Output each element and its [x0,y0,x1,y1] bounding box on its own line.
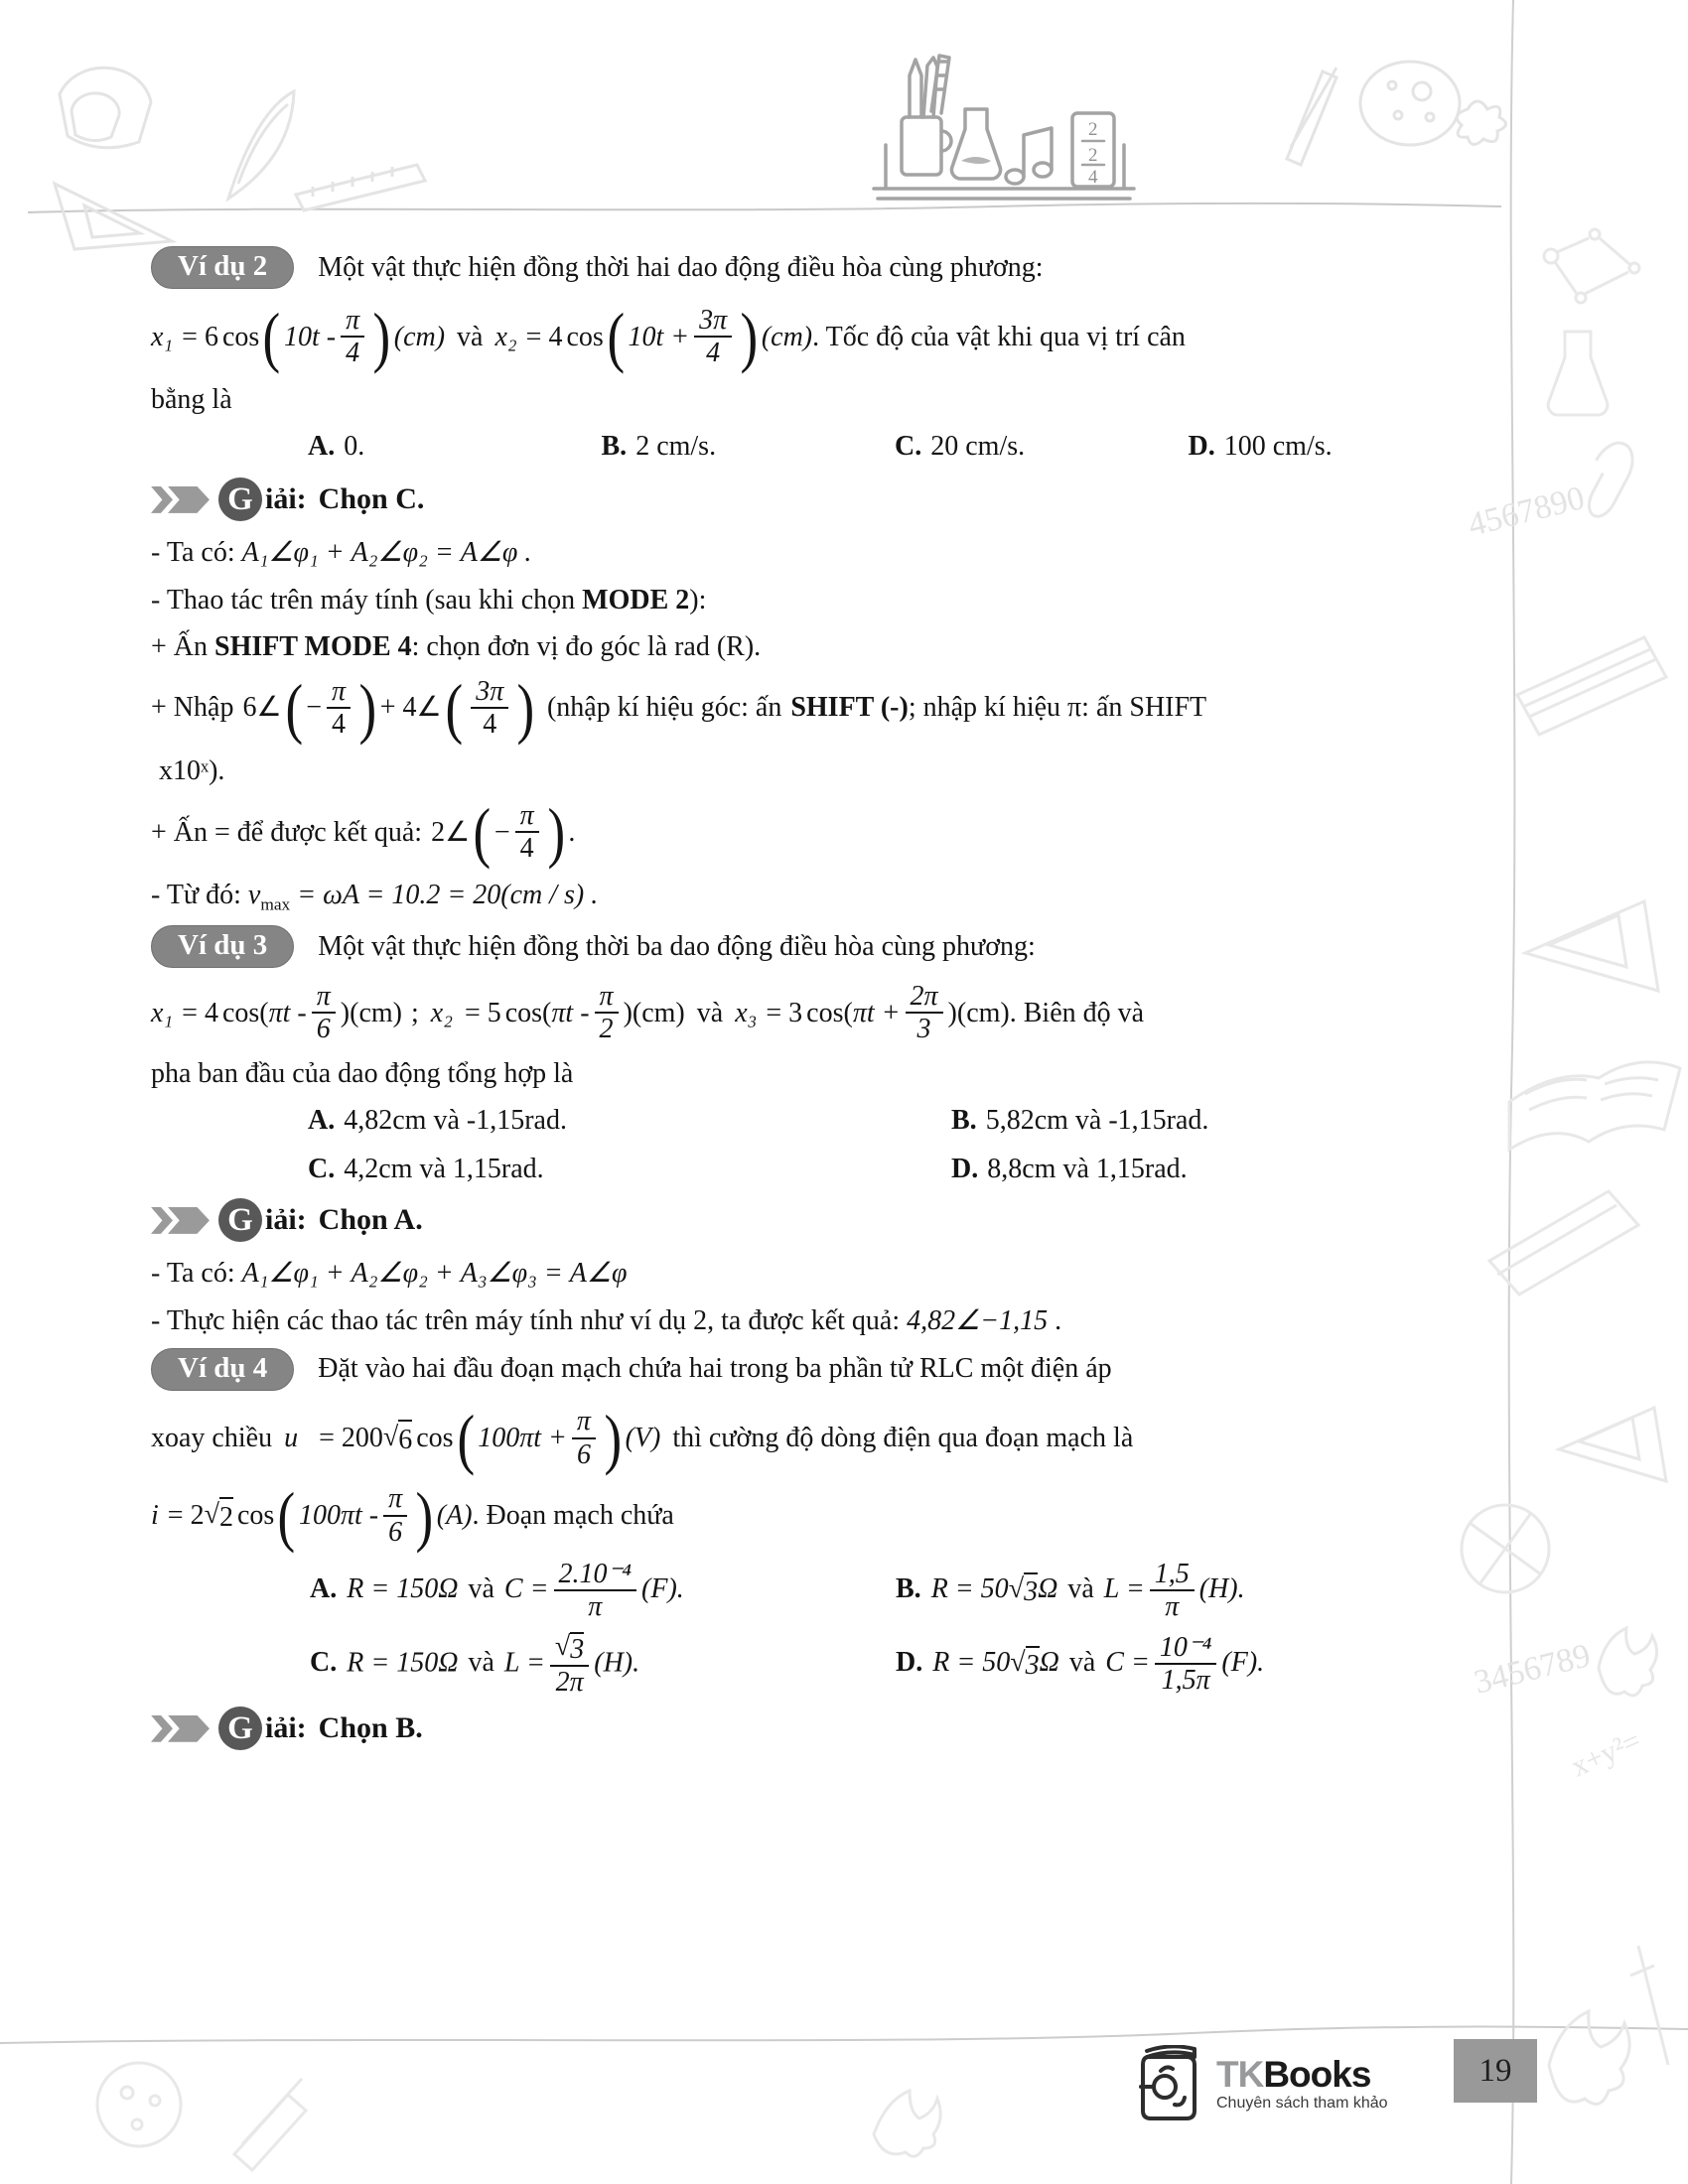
fraction: π 2 [595,982,619,1044]
solution-label: iải: [265,1711,307,1745]
radical: √ 6 [382,1421,413,1455]
ex2-step-2: - Thao tác trên máy tính (sau khi chọn MODE 2): [151,584,707,615]
leaf-footer-icon [874,2091,940,2156]
math-arg: 10t - [283,321,337,352]
solution-arrow-icon [151,1207,173,1234]
close-paren: ) [516,669,535,746]
open-paren: ( [262,299,281,374]
book-closed-icon [1517,637,1666,735]
ex2-step-4: + Nhập 6∠ ( − $\frac{\pi}{4}$ ) + 4∠ ( 3π 4 ) (nhập kí hiệu góc: ấn SHIFT (-) ; nhập kí hiệu π: ấn SHIFT [151,669,1207,746]
open-paren: ( [607,299,625,374]
book-2-icon [1489,1191,1638,1295]
question-text-cont: bằng là [151,384,232,415]
answer-option-a: A. 0. [308,431,365,463]
solution-label: iải: [265,482,307,516]
ex2-step-4-cont: x10ˣ). [159,754,225,786]
brand-books: Books [1263,2053,1371,2095]
leaf-icon [228,91,294,199]
card-number-3: 4 [1088,167,1098,188]
pencil-icon [910,60,921,117]
header-right-doodles [1287,62,1506,165]
example-4 [151,1348,1481,1751]
ruler-icon [296,165,425,210]
example-3-equation-line: x₁ = 4 cos( πt - π 6 )(cm) ; x₂ = 5 cos( πt - π 2 )(cm) và x₃ = 3 cos( πt + $\frac{2\pi}{3}$ )(cm) . Biên độ và [151,981,1145,1045]
example-2-answers [151,427,1481,466]
g-badge-icon: G [218,478,262,521]
solution-arrow-icon [168,1207,210,1234]
answer-option-a: A. 4,82cm và -1,15rad. [308,1104,567,1136]
phasor-equation: A₁∠φ₁ + A₂∠φ₂ = A∠φ . [241,537,532,569]
example-2-equation-line [151,299,1481,374]
math-unit: (cm) [393,321,446,352]
example-3-intro: Một vật thực hiện đồng thời ba dao động điều hòa cùng phương: [318,930,1036,962]
example-2-header [151,246,1481,289]
close-paren: ) [547,794,565,871]
right-margin-doodles [1462,229,1680,2104]
leaf-bottom-icon [1549,2011,1629,2104]
stationery-shelf-doodle [874,56,1134,199]
example-2-badge: Ví dụ 2 [151,246,294,289]
footer-left-doodles [97,2063,940,2170]
set-square-3-icon [1559,1408,1666,1481]
fraction: $\frac{\pi}{4}$ [515,801,539,864]
close-paren: ) [415,1477,434,1554]
header-left-doodles [55,68,425,249]
question-text: . Tốc độ của vật khi qua vị trí cân [812,321,1186,352]
example-4-header [151,1348,1481,1391]
shelf-icon [874,145,1134,199]
example-4-answers-row-1 [151,1560,1481,1622]
solution-arrow-icon [151,1715,173,1742]
math-unit: (cm) [761,321,813,352]
g-badge-icon: G [218,1198,262,1242]
example-4-solution-header [151,1706,1481,1750]
set-square-icon [55,184,172,249]
open-paren: ( [473,794,492,871]
example-4-answers-row-2 [151,1632,1481,1698]
answer-option-c: C. 4,2cm và 1,15rad. [308,1154,544,1185]
answer-option-b: B. 2 cm/s. [601,431,717,463]
solution-arrow-icon [151,486,173,513]
subscript: max [260,894,291,914]
fraction: $\frac{\pi}{4}$ [327,677,351,740]
fraction: $\frac{3\pi}{4}$ [694,306,732,368]
card-number-1: 2 [1088,119,1098,140]
fraction: $\frac{2\pi}{3}$ [906,982,943,1044]
decor-digits-top: 4567890 [1464,479,1589,544]
fraction-card-icon [1072,113,1114,187]
close-paren: ) [372,299,391,374]
question-text-cont: pha ban đầu của dao động tổng hợp là [151,1057,574,1089]
pencil-cup-icon [902,117,941,175]
example-3-answers-row-2 [151,1150,1481,1188]
math-fn: cos [221,321,260,352]
fraction: π 4 [341,306,364,368]
solution-arrow-icon [168,486,210,513]
joiner: và [457,321,484,352]
test-tube-icon [234,2079,306,2170]
open-paren: ( [285,669,303,746]
crayon-icon [1287,68,1336,165]
ex3-step-1: - Ta có: A₁∠φ₁ + A₂∠φ₂ + A₃∠φ₃ = A∠φ [151,1258,628,1290]
palette-icon [1360,62,1460,145]
right-margin-line [1509,0,1515,2184]
calc-result: 4,82∠−1,15 [907,1304,1049,1336]
ex2-step-1: - Ta có: A₁∠φ₁ + A₂∠φ₂ = A∠φ . [151,537,532,569]
page-content [151,246,1481,1750]
answer-option-b: B. 5,82cm và -1,15rad. [951,1104,1209,1136]
phasor-equation: A₁∠φ₁ + A₂∠φ₂ + A₃∠φ₃ = A∠φ [241,1258,628,1290]
answer-option-c: C. 20 cm/s. [895,431,1026,463]
flask-small-icon [1548,332,1608,415]
math-arg: 10t + [628,321,690,352]
bell-line-icon [1630,1946,1668,2065]
brand-tagline: Chuyên sách tham khảo [1216,2094,1388,2112]
brand-text [1216,2053,1388,2113]
page-number: 19 [1454,2039,1537,2103]
example-4-badge: Ví dụ 4 [151,1348,294,1391]
answer-option-d: D. R = 50 √ 3 Ω và C = $\frac{\text{10⁻⁴}}{1,5\pi}$ (F). [896,1632,1265,1697]
math-eq: = 6 [182,321,218,352]
fraction: π 6 [383,1484,407,1547]
answer-option-d: D. 100 cm/s. [1188,431,1333,463]
ex2-step-3: + Ấn SHIFT MODE 4: chọn đơn vị đo góc là rad (R). [151,630,762,662]
book-open-icon [1509,1062,1680,1150]
math-var: x₁ [151,321,174,352]
open-paren: ( [277,1477,296,1554]
flask-icon [951,109,1000,179]
example-4-intro: Đặt vào hai đầu đoạn mạch chứa hai trong ba phần tử RLC một điện áp [318,1353,1112,1385]
music-note-icon [1006,128,1052,184]
example-4-current-line: i = 2 √ 2 cos ( 100πt - π 6 ) (A) . Đoạn mạch chứa [151,1477,674,1554]
footer-divider-line [0,2027,1688,2044]
ex2-step-6: - Từ đó: $v_{max} = \omega A = 10.2 = 20(cm / s)$ . [151,880,599,914]
fraction: $\frac{\text{2.10⁻⁴}}{\pi}$ [554,1560,637,1622]
radical: √ 2 [204,1498,233,1533]
solution-arrow-icon [168,1715,210,1742]
brush-icon [923,58,937,117]
fraction: $\frac{\pi}{6}$ [572,1407,596,1469]
close-paren: ) [604,1400,623,1476]
fraction: π 6 [312,982,336,1044]
answer-option-b: B. R = 50 √ 3 Ω và L = $\frac{1,5}{\pi}$ (H). [896,1558,1245,1623]
example-3-header [151,925,1481,968]
fraction: $\frac{1,5}{\pi}$ [1150,1560,1195,1622]
math-eq: = 4 [525,321,563,352]
example-3 [151,925,1481,1340]
answer-option-c: C. R = 150 Ω và L = √ 3 2π (H). [310,1630,640,1698]
open-paren: ( [457,1400,475,1476]
math-fn: cos [566,321,604,352]
math-var: x₂ [494,321,517,352]
header-divider-line [28,204,1501,212]
ex3-step-2: - Thực hiện các thao tác trên máy tính như ví dụ 2, ta được kết quả: 4,82∠−1,15 . [151,1304,1062,1336]
example-2 [151,246,1481,917]
g-badge-icon: G [218,1706,262,1750]
cookie-icon [97,2063,181,2146]
solution-label: iải: [265,1203,307,1237]
fraction: √ 3 2π [550,1632,589,1698]
example-2-intro: Một vật thực hiện đồng thời hai dao động điều hòa cùng phương: [318,251,1044,283]
chosen-answer: Chọn C. [318,482,425,516]
chosen-answer: Chọn B. [318,1711,423,1745]
chosen-answer: Chọn A. [318,1203,423,1237]
molecule-icon [1544,229,1639,303]
ex2-step-5: + Ấn = để được kết quả: 2∠ ( − $\frac{\pi}{4}$ ) . [151,794,576,871]
maple-leaf-icon [1599,1628,1657,1696]
tkbooks-logo-icon [1135,2045,1206,2122]
example-2-solution-header [151,478,1481,521]
example-3-answers-row-1 [151,1101,1481,1140]
set-square-2-icon [1525,901,1658,991]
flower-icon [1457,101,1505,145]
answer-option-a: A. R = 150 Ω và C = $\frac{\text{2.10⁻⁴}}{\pi}$ (F). [310,1558,684,1623]
example-3-solution-header [151,1198,1481,1242]
paperclip-icon [1573,436,1640,521]
fraction: $\frac{\text{10⁻⁴}}{1,5\pi}$ [1155,1633,1217,1696]
brand-tk: TK [1216,2053,1264,2095]
fraction: 3π 4 [471,677,508,740]
protractor-icon [60,68,151,148]
close-paren: ) [358,669,377,746]
decor-digits-bottom: 3456789 [1470,1637,1595,1702]
footer-brand [1135,2045,1388,2122]
example-3-badge: Ví dụ 3 [151,925,294,968]
example-4-voltage-line: xoay chiều u = 200 √ 6 cos ( 100πt + $\frac{\pi}{6}$ ) (V) thì cường độ dòng điện qua đoạn mạch là [151,1400,1134,1476]
answer-option-d: D. 8,8cm và 1,15rad. [951,1154,1188,1185]
close-paren: ) [740,299,759,374]
open-paren: ( [445,669,463,746]
mini-ruler-icon [931,56,949,113]
decor-algebra: x+y²= [1566,1723,1646,1784]
card-number-2: 2 [1088,145,1098,166]
